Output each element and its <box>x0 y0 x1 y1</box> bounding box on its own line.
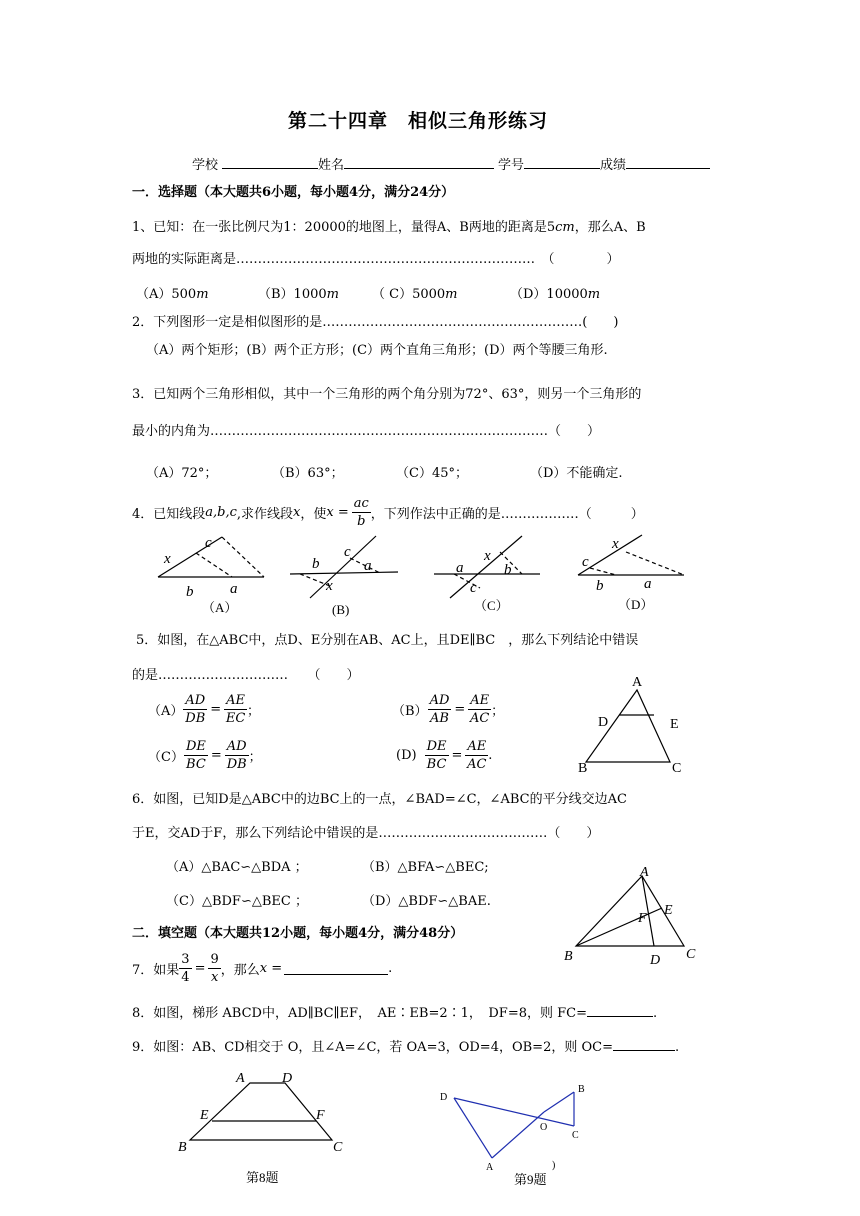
q1-option-b <box>258 283 339 302</box>
q4d-label-a: a <box>644 576 652 592</box>
q4d-label-b: b <box>596 578 604 594</box>
q4a-label-c: c <box>205 535 212 551</box>
q4-stem-c: ，使 <box>300 506 327 522</box>
q6-label-d: D <box>650 953 661 968</box>
q4-stem-d: ，下列作法中正确的是………………（ ） <box>370 506 644 522</box>
q6-label-f: F <box>638 911 647 926</box>
q5b-equals: = <box>454 702 466 717</box>
q4b-label-c: c <box>344 544 351 560</box>
school-blank[interactable] <box>222 155 318 169</box>
q2-line1: 2．下列图形一定是相似图形的是……………………………………………………( ) <box>132 315 619 330</box>
fig9-segment-da <box>454 1098 492 1158</box>
q5c-equals: = <box>210 748 222 763</box>
q7-frac2 <box>208 951 220 986</box>
fig8-label-a: A <box>236 1071 245 1086</box>
q4-stem <box>132 494 644 530</box>
q6-line2: 于E，交AD于F，那么下列结论中错误的是…………………………………（ ） <box>132 826 600 841</box>
q4-vars: a,b,c <box>205 504 237 520</box>
fig8-label-d: D <box>282 1071 293 1086</box>
q5c-frac1 <box>184 738 208 773</box>
q1-text: 1、已知：在一张比例尺为1：20000的地图上，量得A、B两地的距离是5 <box>132 220 556 235</box>
q3-option-d: （D）不能确定. <box>530 466 623 481</box>
q5-option-d <box>396 738 492 773</box>
fig9-label-o: O <box>540 1122 548 1133</box>
q4-frac-den: b <box>357 513 366 529</box>
q5-triangle-figure <box>570 670 700 780</box>
fig8-label-f: F <box>316 1108 325 1123</box>
q5c-frac2 <box>225 738 249 773</box>
q5a-frac2 <box>224 692 247 727</box>
q6-option-a: （A）△BAC∽△BDA ； <box>166 860 308 875</box>
q5d-n1: DE <box>426 739 447 754</box>
q7-x: x = <box>259 960 283 976</box>
q5d-n2: AE <box>467 739 487 754</box>
q7-pre: 7．如果 <box>132 962 180 978</box>
fig9-crossing-triangles <box>432 1080 602 1200</box>
q4-figures <box>150 530 710 620</box>
section1-heading: 一．选择题（本大题共6小题，每小题4分，满分24分） <box>132 185 455 200</box>
q6-label-e: E <box>664 903 673 918</box>
q5-option-c <box>148 738 262 773</box>
q5d-frac2 <box>465 738 488 773</box>
q1-option-c-text: （ C）5000 <box>372 287 446 302</box>
q4-caption-a: （A） <box>202 600 238 615</box>
q4c-label-c: c <box>470 580 477 596</box>
q5-label-a: A <box>632 675 643 690</box>
q3-option-c: （C）45°； <box>396 466 468 481</box>
q5c-tail: ； <box>248 750 262 765</box>
q4-caption-b: (B) <box>332 602 350 617</box>
score-label: 成绩 <box>600 158 627 173</box>
q5b-label: （B） <box>392 704 428 719</box>
q1-option-d <box>510 283 600 302</box>
q5c-n2: AD <box>226 739 247 754</box>
q4b-label-x: x <box>326 578 333 594</box>
q7-equals: = <box>194 960 206 976</box>
student-info-line <box>192 154 710 173</box>
q5d-d2: AC <box>467 757 487 772</box>
fig8-label-b: B <box>178 1140 187 1155</box>
q6-option-b: （B）△BFA∽△BEC; <box>362 860 489 875</box>
q7-n2: 9 <box>210 951 219 967</box>
q5c-n1: DE <box>185 739 206 754</box>
q1-option-b-text: （B）1000 <box>258 287 327 302</box>
q1-line2: 两地的实际距离是…………………………………………………………… （ ） <box>132 252 620 267</box>
q7-line <box>132 948 392 988</box>
q5a-tail: ； <box>247 704 261 719</box>
q5d-label: (D) <box>396 748 417 763</box>
q5-label-e: E <box>670 717 679 732</box>
q1-option-c <box>372 283 458 302</box>
q4a-label-b: b <box>186 584 194 600</box>
number-label: 学号 <box>498 158 525 173</box>
fig9-segment-dc <box>454 1098 574 1126</box>
q7-mid: ，那么 <box>220 962 260 978</box>
q4a-dashed-parallel <box>196 553 232 577</box>
q5a-n1: AD <box>185 693 206 708</box>
fig9-paren: ) <box>552 1160 556 1171</box>
fig8-trapezoid <box>170 1066 360 1186</box>
section2-heading: 二．填空题（本大题共12小题，每小题4分，满分48分） <box>132 926 464 941</box>
q5d-d1: BC <box>426 757 447 772</box>
q9-line <box>132 1036 679 1055</box>
q4-fraction <box>352 495 371 530</box>
q4b-label-b: b <box>312 556 320 572</box>
q8-end: . <box>652 1006 658 1021</box>
q5b-frac2 <box>468 692 491 727</box>
fig8-caption: 第8题 <box>246 1170 279 1185</box>
q6-label-b: B <box>564 949 573 964</box>
q6-label-c: C <box>686 947 696 962</box>
q7-n1: 3 <box>181 951 190 967</box>
q5b-tail: ； <box>491 704 505 719</box>
q7-d2: x <box>210 969 219 985</box>
q4d-dashed-1 <box>590 568 616 575</box>
q5-label-d: D <box>598 715 609 730</box>
q8-line <box>132 1002 657 1021</box>
q3-option-a: （A）72°； <box>146 466 218 481</box>
score-blank[interactable] <box>626 155 710 169</box>
q6-triangle-figure <box>556 862 706 972</box>
q1-text-tail: ，那么A、B <box>574 220 646 235</box>
fig9-label-c: C <box>572 1130 579 1141</box>
q5-label-b: B <box>578 761 588 776</box>
q4d-dashed-2 <box>626 552 684 575</box>
q2-options: （A）两个矩形；(B）两个正方形；(C）两个直角三角形；(D）两个等腰三角形. <box>146 343 608 358</box>
q5c-label: （C） <box>148 750 184 765</box>
q4a-label-a: a <box>230 581 238 597</box>
q4c-label-a: a <box>456 560 464 576</box>
q5-line2: 的是………………………… （ ） <box>132 668 360 683</box>
q4c-label-b: b <box>504 562 512 578</box>
q3-line1: 3．已知两个三角形相似，其中一个三角形的两个角分别为72°、63°，则另一个三角形的 <box>132 387 642 402</box>
q5-line1: 5．如图，在△ABC中，点D、E分别在AB、AC上，且DE∥BC ，那么下列结论中错误 <box>136 633 639 648</box>
fig8-label-e: E <box>200 1108 209 1123</box>
q3-option-b: （B）63°； <box>272 466 344 481</box>
q5-option-b <box>392 692 504 727</box>
q1-option-d-unit: m <box>587 287 601 302</box>
q5b-frac1 <box>428 692 452 727</box>
q5d-tail: . <box>488 748 493 763</box>
q5-label-c: C <box>672 761 682 776</box>
q4b-base-line <box>290 572 398 574</box>
q1-unit: cm <box>555 220 575 235</box>
q5b-d1: AB <box>429 711 449 726</box>
q4-eq-left: x = <box>326 504 349 520</box>
q9-end: . <box>674 1040 680 1055</box>
name-blank[interactable] <box>344 155 494 169</box>
q7-end: . <box>388 960 393 976</box>
name-label: 姓名 <box>318 158 345 173</box>
q4a-dashed-line <box>222 537 264 577</box>
fig8-trapezoid-abcd <box>190 1083 332 1140</box>
q4-x: x <box>293 504 301 520</box>
number-blank[interactable] <box>524 155 600 169</box>
q4-frac-num: ac <box>353 495 369 511</box>
q4-stem-a: 4．已知线段 <box>132 506 206 522</box>
q1-option-d-text: （D）10000 <box>510 287 588 302</box>
q4c-label-x: x <box>484 548 491 564</box>
q6-label-a: A <box>640 865 649 880</box>
q4b-label-a: a <box>364 558 372 574</box>
fig9-label-b: B <box>578 1084 585 1095</box>
q5a-equals: = <box>210 702 222 717</box>
q4d-label-x: x <box>612 536 619 552</box>
q1-line1 <box>132 216 646 235</box>
q5b-n2: AE <box>470 693 490 708</box>
q1-option-c-unit: m <box>445 287 458 302</box>
q1-option-b-unit: m <box>326 287 339 302</box>
q5b-n1: AD <box>429 693 450 708</box>
page-title: 第二十四章 相似三角形练习 <box>288 110 549 132</box>
fig9-label-a: A <box>486 1162 494 1173</box>
q4-caption-c: （C） <box>474 598 509 613</box>
q9-answer-blank[interactable] <box>613 1037 675 1051</box>
q5-option-a <box>148 692 260 727</box>
q4-stem-b: ,求作线段 <box>236 506 294 522</box>
q7-frac1 <box>179 951 191 986</box>
q5c-d2: DB <box>226 757 247 772</box>
q6-option-c: （C）△BDF∽△BEC ； <box>166 894 308 909</box>
q5a-d2: EC <box>225 711 246 726</box>
q5a-d1: DB <box>185 711 206 726</box>
q9-text: 9．如图：AB、CD相交于 O，且∠A=∠C，若 OA=3，OD=4，OB=2，则 OC= <box>132 1040 613 1055</box>
q1-option-a <box>136 283 209 302</box>
q8-answer-blank[interactable] <box>587 1003 653 1017</box>
q5b-d2: AC <box>470 711 490 726</box>
q7-answer-blank[interactable] <box>284 961 388 975</box>
q4d-label-c: c <box>582 554 589 570</box>
q6-option-d: （D）△BDF∽△BAE. <box>362 894 491 909</box>
fig9-segment-ao <box>492 1112 544 1158</box>
q6-line1: 6．如图，已知D是△ABC中的边BC上的一点，∠BAD=∠C，∠ABC的平分线交边AC <box>132 792 627 807</box>
q5c-d1: BC <box>186 757 206 772</box>
q1-option-a-unit: m <box>196 287 209 302</box>
q5a-frac1 <box>183 692 207 727</box>
q5d-frac1 <box>425 738 449 773</box>
school-label: 学校 <box>192 158 219 173</box>
q8-text: 8．如图，梯形 ABCD中，AD∥BC∥EF， AE∶EB=2∶1， DF=8，则 FC= <box>132 1006 587 1021</box>
q4-caption-d: （D） <box>618 597 654 612</box>
q7-d1: 4 <box>181 969 190 985</box>
q1-option-a-text: （A）500 <box>136 287 197 302</box>
q5a-label: （A） <box>148 704 184 719</box>
q6-bisector-be <box>576 908 662 946</box>
q5d-equals: = <box>451 748 463 763</box>
q5a-n2: AE <box>226 693 245 708</box>
q4a-label-x: x <box>164 551 171 567</box>
fig8-label-c: C <box>333 1140 343 1155</box>
q3-line2: 最小的内角为……………………………………………………………………（ ） <box>132 424 601 439</box>
fig9-label-d: D <box>440 1092 448 1103</box>
fig9-caption: 第9题 <box>514 1172 547 1187</box>
fig9-segment-ob <box>544 1092 574 1112</box>
